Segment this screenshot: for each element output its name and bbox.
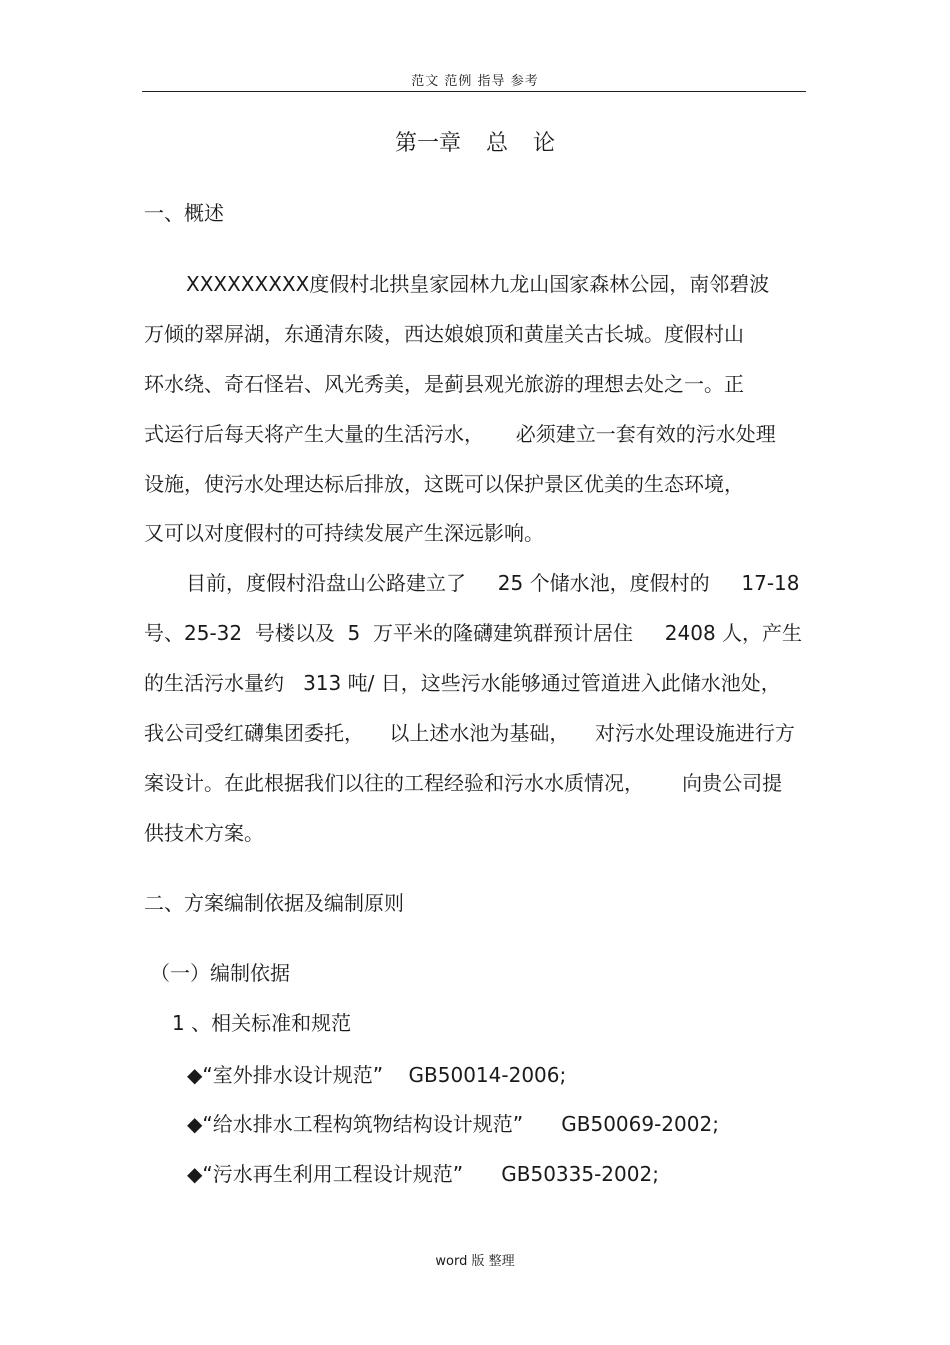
subsection-heading: （一）编制依据 xyxy=(150,961,290,985)
page-header: 范文 范例 指导 参考 xyxy=(411,74,539,89)
numbered-item: 1 、相关标准和规范 xyxy=(172,1011,352,1035)
paragraph-line: 环水绕、奇石怪岩、风光秀美，是蓟县观光旅游的理想去处之一。正 xyxy=(144,372,744,396)
paragraph-line: 设施，使污水处理达标后排放，这既可以保护景区优美的生态环境， xyxy=(144,472,744,496)
paragraph-line: 式运行后每天将产生大量的生活污水， 必须建立一套有效的污水处理 xyxy=(144,422,776,446)
section-heading-basis: 二、方案编制依据及编制原则 xyxy=(144,891,404,915)
paragraph-line: 案设计。在此根据我们以往的工程经验和污水水质情况， 向贵公司提 xyxy=(144,771,783,795)
chapter-title: 第一章 总 论 xyxy=(395,131,555,156)
header-divider xyxy=(142,91,806,92)
paragraph-line: 的生活污水量约 313 吨/ 日，这些污水能够通过管道进入此储水池处， xyxy=(144,671,781,695)
paragraph-line: 万倾的翠屏湖，东通清东陵，西达娘娘顶和黄崖关古长城。度假村山 xyxy=(144,322,744,346)
paragraph-line: 目前，度假村沿盘山公路建立了 25 个储水池，度假村的 17-18 xyxy=(186,571,800,595)
paragraph-line: 供技术方案。 xyxy=(144,821,264,845)
bullet-item: ◆“污水再生利用工程设计规范” GB50335-2002; xyxy=(187,1162,659,1186)
bullet-item: ◆“室外排水设计规范” GB50014-2006; xyxy=(187,1063,567,1087)
paragraph-line: XXXXXXXXX度假村北拱皇家园林九龙山国家森林公园，南邻碧波 xyxy=(186,272,770,296)
paragraph-line: 我公司受红礴集团委托， 以上述水池为基础， 对污水处理设施进行方 xyxy=(144,721,795,745)
page-footer: word 版 整理 xyxy=(435,1254,515,1269)
bullet-item: ◆“给水排水工程构筑物结构设计规范” GB50069-2002; xyxy=(187,1112,719,1136)
paragraph-line: 号、25-32 号楼以及 5 万平米的隆礴建筑群预计居住 2408 人，产生 xyxy=(144,621,803,645)
paragraph-line: 又可以对度假村的可持续发展产生深远影响。 xyxy=(144,521,544,545)
section-heading-overview: 一、概述 xyxy=(144,201,224,225)
